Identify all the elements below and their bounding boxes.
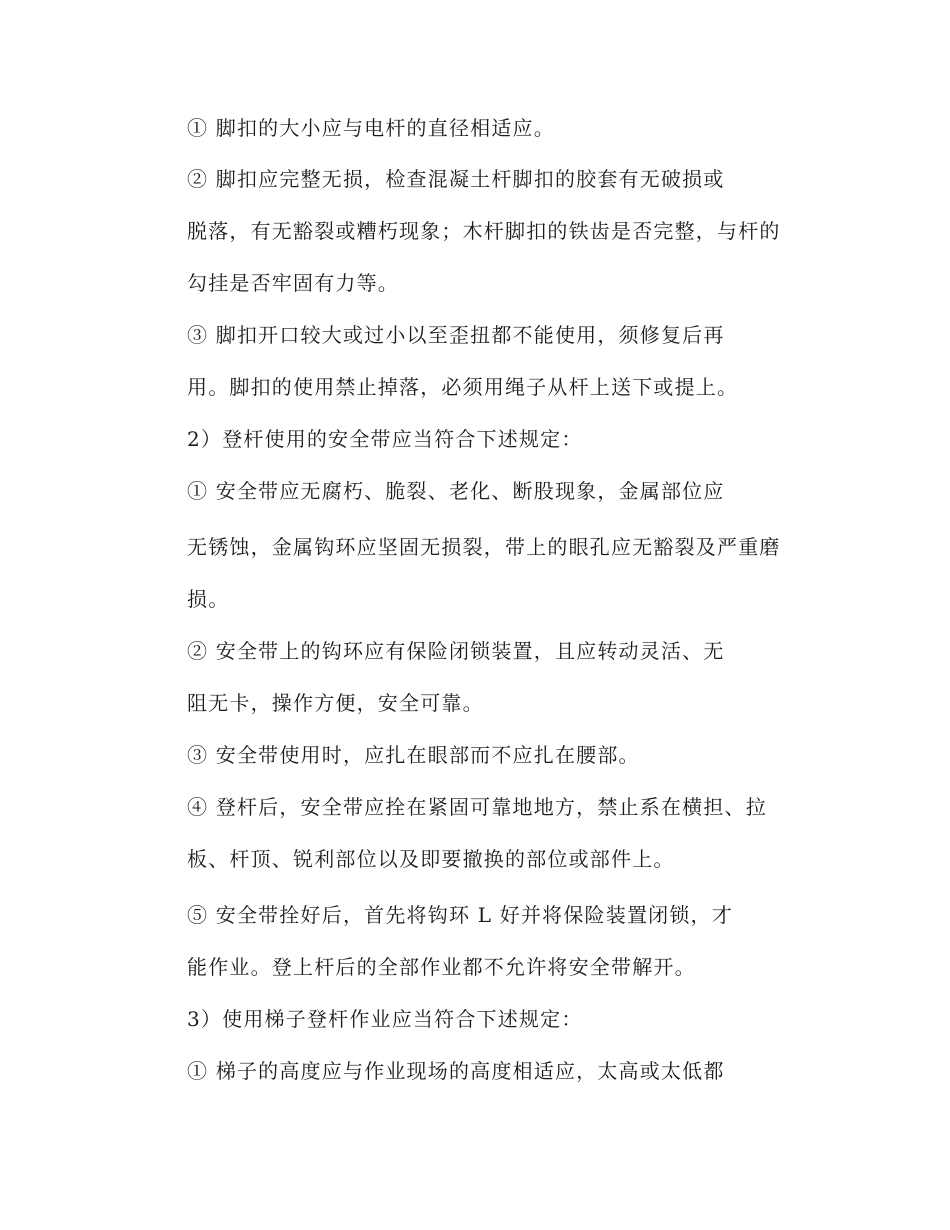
text-line: 脱落，有无豁裂或糟朽现象；木杆脚扣的铁齿是否完整，与杆的 [187,219,781,243]
text-line: ② 安全带上的钩环应有保险闭锁装置，且应转动灵活、无 [187,639,725,663]
text-line: ① 脚扣的大小应与电杆的直径相适应。 [187,116,555,140]
text-line: ② 脚扣应完整无损，检查混凝土杆脚扣的胶套有无破损或 [187,167,725,191]
text-line: ① 安全带应无腐朽、脆裂、老化、断股现象，金属部位应 [187,479,725,503]
text-line: 勾挂是否牢固有力等。 [187,271,399,295]
section-heading: 3）使用梯子登杆作业应当符合下述规定： [187,1007,583,1031]
text-line: 板、杆顶、锐利部位以及即要撤换的部位或部件上。 [187,847,675,871]
text-line: 损。 [187,587,230,611]
section-heading: 2）登杆使用的安全带应当符合下述规定： [187,427,583,451]
text-line: ③ 安全带使用时，应扎在眼部而不应扎在腰部。 [187,743,640,767]
text-line: ⑤ 安全带拴好后，首先将钩环 L 好并将保险装置闭锁，才 [187,903,733,927]
text-line: 无锈蚀，金属钩环应坚固无损裂，带上的眼孔应无豁裂及严重磨 [187,535,781,559]
text-line: ③ 脚扣开口较大或过小以至歪扭都不能使用，须修复后再 [187,323,725,347]
text-line: 阻无卡，操作方便，安全可靠。 [187,691,484,715]
text-line: 用。脚扣的使用禁止掉落，必须用绳子从杆上送下或提上。 [187,375,739,399]
text-line: ④ 登杆后，安全带应拴在紧固可靠地地方，禁止系在横担、拉 [187,795,767,819]
text-line: ① 梯子的高度应与作业现场的高度相适应，太高或太低都 [187,1059,725,1083]
text-line: 能作业。登上杆后的全部作业都不允许将安全带解开。 [187,955,696,979]
